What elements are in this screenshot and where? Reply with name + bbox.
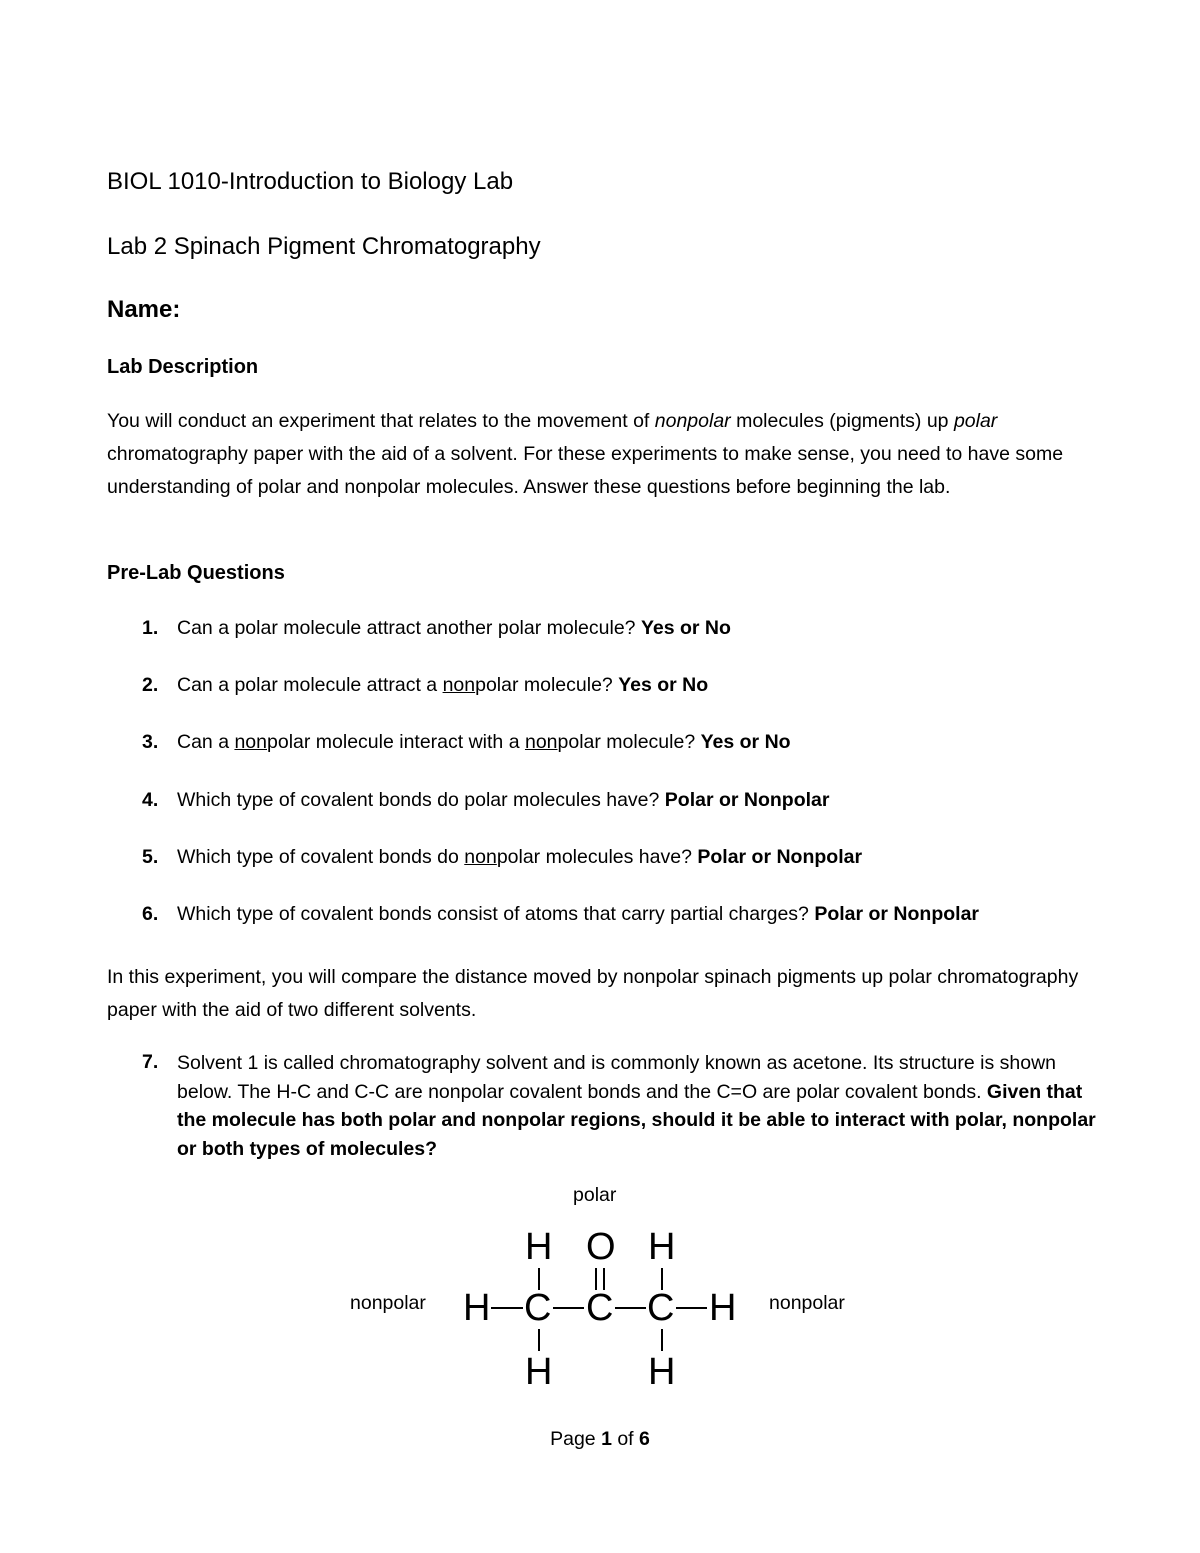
question-number: 5. bbox=[142, 846, 159, 868]
hydrogen-atom: H bbox=[648, 1351, 676, 1393]
oxygen-atom: O bbox=[586, 1226, 616, 1268]
question-3: Can a nonpolar molecule interact with a nonpolar molecule? Yes or No bbox=[177, 731, 791, 753]
question-number: 4. bbox=[142, 789, 159, 811]
lab-description-heading: Lab Description bbox=[107, 356, 259, 378]
question-6: Which type of covalent bonds consist of atoms that carry partial charges? Polar or Nonpolar bbox=[177, 903, 979, 925]
prelab-heading: Pre-Lab Questions bbox=[107, 562, 285, 584]
page-footer: Page 1 of 6 bbox=[550, 1428, 650, 1450]
single-bond bbox=[553, 1307, 584, 1309]
nonpolar-label-left: nonpolar bbox=[350, 1292, 426, 1314]
hydrogen-atom: H bbox=[525, 1351, 553, 1393]
hydrogen-atom: H bbox=[463, 1287, 491, 1329]
single-bond bbox=[615, 1307, 646, 1309]
nonpolar-label-right: nonpolar bbox=[769, 1292, 845, 1314]
carbon-atom: C bbox=[647, 1287, 675, 1329]
single-bond bbox=[676, 1307, 707, 1309]
hydrogen-atom: H bbox=[525, 1226, 553, 1268]
question-number: 6. bbox=[142, 903, 159, 925]
question-7: Solvent 1 is called chromatography solvent and is commonly known as acetone. Its structure is shown below. The H-C and C-C are nonpolar covalent bonds and the C=O are polar covalent bonds. Given that the molecule has both polar and nonpolar regions, should it be able to interact with polar, nonpolar or both types of molecules? bbox=[177, 1052, 1096, 1160]
question-4: Which type of covalent bonds do polar molecules have? Polar or Nonpolar bbox=[177, 789, 830, 811]
lab-description-paragraph: You will conduct an experiment that relates to the movement of nonpolar molecules (pigments) up polar chromatography paper with the aid of a solvent. For these experiments to make sense, you need to have some understanding of polar and nonpolar molecules. Answer these questions before beginning the lab. bbox=[107, 410, 1064, 498]
question-number: 7. bbox=[142, 1051, 159, 1073]
question-1: Can a polar molecule attract another polar molecule? Yes or No bbox=[177, 617, 731, 639]
experiment-intro: In this experiment, you will compare the distance moved by nonpolar spinach pigments up polar chromatography paper with the aid of two different solvents. bbox=[107, 966, 1079, 1021]
name-label: Name: bbox=[107, 296, 181, 323]
hydrogen-atom: H bbox=[709, 1287, 737, 1329]
single-bond bbox=[491, 1307, 523, 1309]
carbon-atom: C bbox=[586, 1287, 614, 1329]
question-number: 1. bbox=[142, 617, 159, 639]
single-bond bbox=[538, 1329, 540, 1351]
polar-label: polar bbox=[573, 1184, 617, 1206]
lab-title: Lab 2 Spinach Pigment Chromatography bbox=[107, 233, 541, 260]
carbon-atom: C bbox=[524, 1287, 552, 1329]
question-5: Which type of covalent bonds do nonpolar molecules have? Polar or Nonpolar bbox=[177, 846, 863, 868]
question-number: 2. bbox=[142, 674, 159, 696]
question-number: 3. bbox=[142, 731, 159, 753]
single-bond bbox=[661, 1329, 663, 1351]
hydrogen-atom: H bbox=[648, 1226, 676, 1268]
question-2: Can a polar molecule attract a nonpolar molecule? Yes or No bbox=[177, 674, 709, 696]
course-title: BIOL 1010-Introduction to Biology Lab bbox=[107, 168, 514, 195]
